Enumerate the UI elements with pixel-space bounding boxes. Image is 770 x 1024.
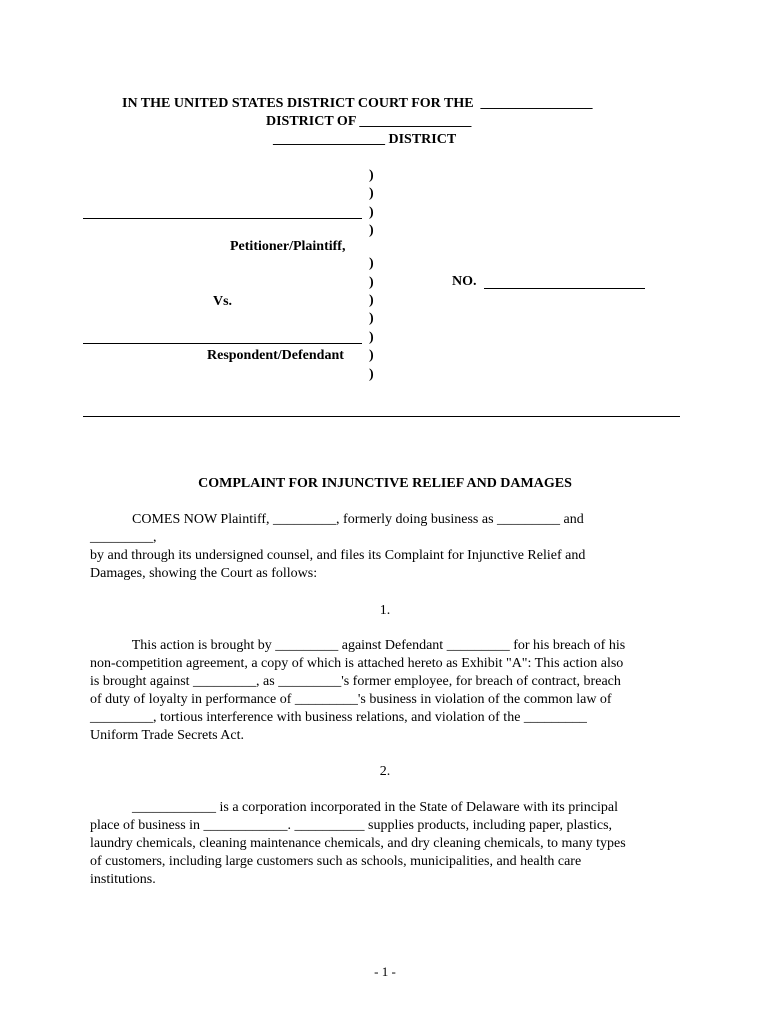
paragraph-line: place of business in ____________. __________ supplies products, including paper, plastics, xyxy=(90,818,613,833)
intro-line: COMES NOW Plaintiff, _________, formerly doing business as _________ and xyxy=(90,512,584,527)
page-number: - 1 - xyxy=(374,964,396,979)
paragraph-line: This action is brought by _________ against Defendant _________ for his breach of his xyxy=(90,638,626,653)
vs-label: Vs. xyxy=(213,294,233,309)
paragraph-line: is brought against _________, as _________'s former employee, for breach of contract, breach xyxy=(90,674,621,689)
paragraph-line: of customers, including large customers such as schools, municipalities, and health care xyxy=(90,854,582,869)
paren: ) xyxy=(369,348,374,363)
paren: ) xyxy=(369,186,374,201)
intro-line: _________, xyxy=(90,530,157,545)
paragraph-line: laundry chemicals, cleaning maintenance chemicals, and dry cleaning chemicals, to many types xyxy=(90,836,626,851)
paren: ) xyxy=(369,275,374,290)
section-number: 1. xyxy=(379,603,391,618)
court-header-line1: IN THE UNITED STATES DISTRICT COURT FOR THE ________________ xyxy=(122,96,593,111)
section-number: 2. xyxy=(379,764,391,779)
caption-separator xyxy=(83,416,680,417)
paren: ) xyxy=(369,223,374,238)
intro-line: Damages, showing the Court as follows: xyxy=(90,566,318,581)
paragraph-line: of duty of loyalty in performance of _________'s business in violation of the common law of xyxy=(90,692,612,707)
paren: ) xyxy=(369,367,374,382)
respondent-label: Respondent/Defendant xyxy=(207,348,344,363)
petitioner-label: Petitioner/Plaintiff, xyxy=(230,239,346,254)
paragraph-line: _________, tortious interference with business relations, and violation of the _________ xyxy=(90,710,587,725)
intro-line: by and through its undersigned counsel, and files its Complaint for Injunctive Relief and xyxy=(90,548,586,563)
complaint-title: COMPLAINT FOR INJUNCTIVE RELIEF AND DAMAGES xyxy=(198,476,572,491)
section-2-paragraph xyxy=(90,799,690,889)
case-number-line xyxy=(484,288,645,289)
paren: ) xyxy=(369,205,374,220)
section-1-paragraph xyxy=(90,637,690,745)
paren: ) xyxy=(369,311,374,326)
case-number-label: NO. xyxy=(452,274,477,289)
respondent-name-line xyxy=(83,343,362,344)
paragraph-line: ____________ is a corporation incorporated in the State of Delaware with its principal xyxy=(90,800,618,815)
paragraph-line: non-competition agreement, a copy of which is attached hereto as Exhibit "A": This action also xyxy=(90,656,624,671)
paragraph-line: Uniform Trade Secrets Act. xyxy=(90,728,244,743)
court-header-line3: ________________ DISTRICT xyxy=(273,132,457,147)
petitioner-name-line xyxy=(83,218,362,219)
paren: ) xyxy=(369,293,374,308)
paren: ) xyxy=(369,256,374,271)
court-header-line2: DISTRICT OF ________________ xyxy=(266,114,472,129)
paragraph-line: institutions. xyxy=(90,872,156,887)
intro-paragraph xyxy=(90,511,690,583)
paren: ) xyxy=(369,330,374,345)
paren: ) xyxy=(369,168,374,183)
